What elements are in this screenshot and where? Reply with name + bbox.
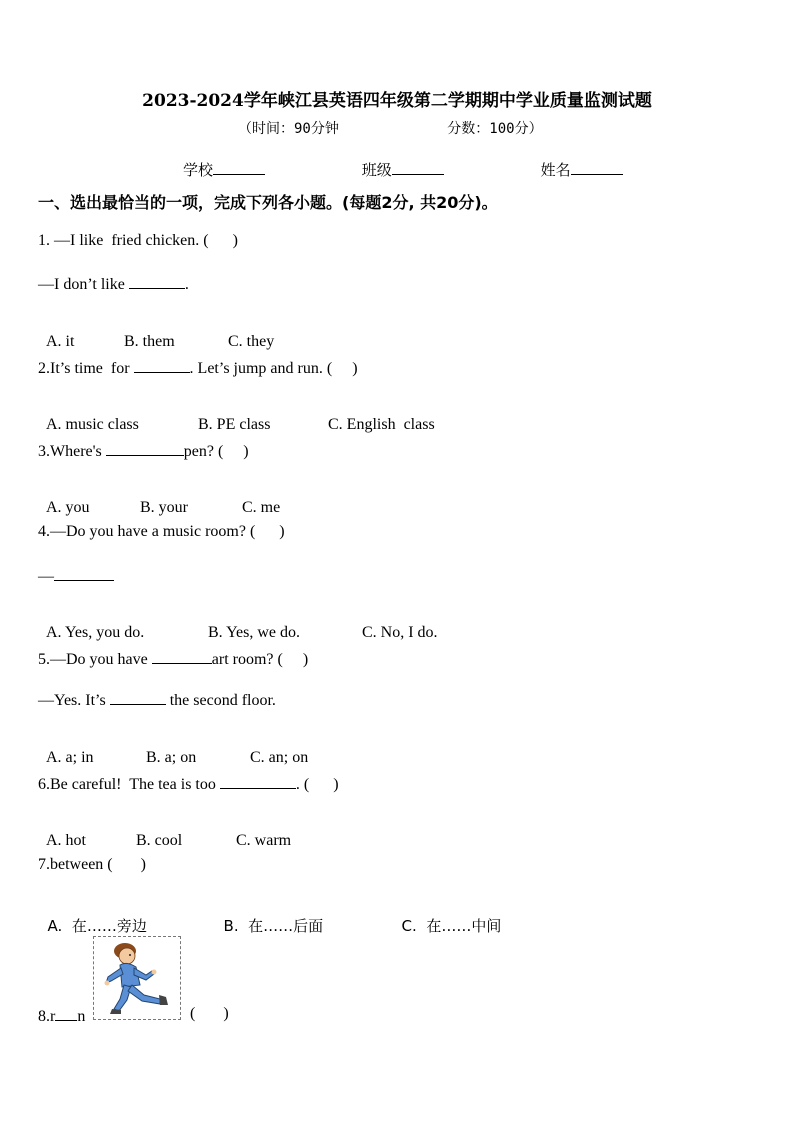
option-a[interactable]: A. 在……旁边 (47, 917, 147, 935)
exam-meta (238, 118, 543, 138)
student-info (183, 159, 623, 180)
option-a[interactable]: A. music class (46, 416, 139, 433)
option-b[interactable]: B. them (124, 333, 175, 350)
name-field[interactable]: 姓名 (541, 159, 623, 180)
option-b[interactable]: B. your (140, 499, 188, 516)
answer-blank[interactable] (220, 773, 296, 789)
question-7-options (38, 897, 501, 936)
option-a[interactable]: A. a; in (46, 749, 94, 766)
exam-score: 分数：100分） (447, 121, 543, 137)
option-c[interactable]: C. me (242, 499, 281, 516)
option-c[interactable]: C. warm (236, 832, 292, 849)
exam-time: （时间：90分钟 (238, 121, 339, 137)
option-a[interactable]: A. you (46, 499, 90, 516)
option-c[interactable]: C. an; on (250, 749, 309, 766)
page-title: 2023-2024学年峡江县英语四年级第二学期期中学业质量监测试题 (142, 91, 652, 111)
option-b[interactable]: B. cool (136, 832, 183, 849)
running-boy-icon (93, 936, 181, 1020)
running-boy-picture (94, 937, 180, 1019)
question-2-stem: 2.It’s time for . Let’s jump and run. ( ) (38, 357, 358, 378)
question-4-stem: 4.—Do you have a music room? ( ) (38, 523, 285, 540)
question-1-line2: —I don’t like . (38, 273, 189, 294)
option-c[interactable]: C. they (228, 333, 275, 350)
question-8-paren: ( ) (190, 1005, 229, 1022)
school-field[interactable]: 学校 (183, 159, 265, 180)
question-5-line2: —Yes. It’s the second floor. (38, 689, 276, 710)
option-a[interactable]: A. Yes, you do. (46, 624, 145, 641)
option-c[interactable]: C. No, I do. (362, 624, 438, 641)
option-b[interactable]: B. Yes, we do. (208, 624, 301, 641)
question-8-stem: 8.r n (38, 1005, 85, 1026)
question-5-stem: 5.—Do you have art room? ( ) (38, 648, 308, 669)
answer-blank[interactable] (129, 273, 185, 289)
class-field[interactable]: 班级 (362, 159, 444, 180)
question-4-options (38, 606, 438, 642)
option-a[interactable]: A. hot (46, 832, 86, 849)
option-b[interactable]: B. a; on (146, 749, 197, 766)
question-6-options (38, 814, 291, 850)
option-b[interactable]: B. PE class (198, 416, 271, 433)
option-c[interactable]: C. English class (328, 416, 435, 433)
question-5-options (38, 731, 308, 767)
option-b[interactable]: B. 在……后面 (223, 917, 324, 935)
question-7-stem: 7.between ( ) (38, 856, 146, 873)
answer-blank[interactable] (110, 689, 166, 705)
section-title: 一、选出最恰当的一项，完成下列各小题。(每题2分, 共20分)。 (38, 193, 498, 212)
question-4-line2: — (38, 565, 114, 586)
answer-blank[interactable] (55, 1005, 77, 1021)
question-3-stem: 3.Where's pen? ( ) (38, 440, 249, 461)
answer-blank[interactable] (54, 565, 114, 581)
question-1-stem: 1. —I like fried chicken. ( ) (38, 232, 238, 249)
question-6-stem: 6.Be careful! The tea is too . ( ) (38, 773, 339, 794)
option-a[interactable]: A. it (46, 333, 75, 350)
answer-blank[interactable] (152, 648, 212, 664)
question-3-options (38, 481, 280, 517)
question-2-options (38, 398, 435, 434)
question-1-options (38, 315, 274, 351)
option-c[interactable]: C. 在……中间 (401, 917, 502, 935)
answer-blank[interactable] (106, 440, 184, 456)
answer-blank[interactable] (134, 357, 190, 373)
